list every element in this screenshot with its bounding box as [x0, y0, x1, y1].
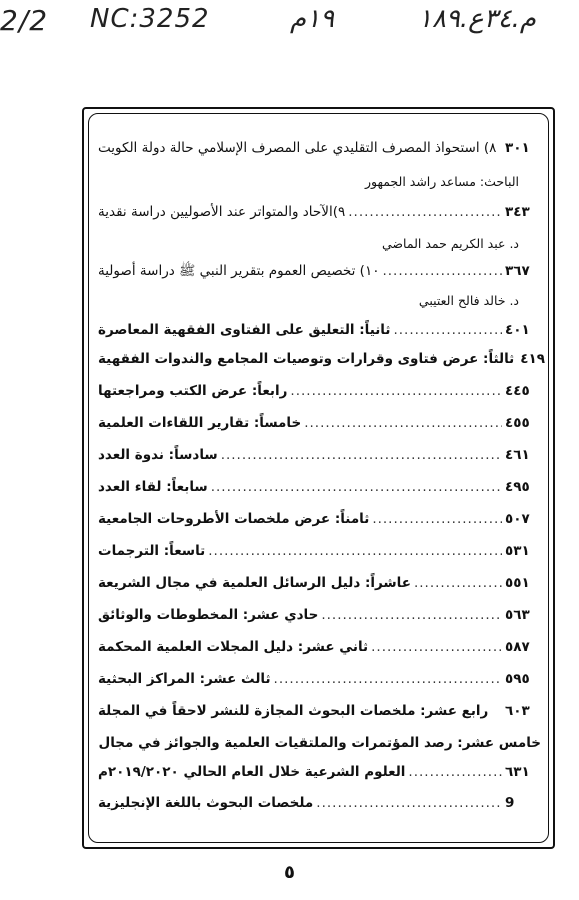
toc-entry [98, 204, 541, 220]
toc-entry-title: رابعاً: عرض الكتب ومراجعتها [98, 383, 288, 399]
toc-leader-dots [348, 204, 502, 220]
toc-entry [98, 511, 541, 527]
toc-entry [98, 639, 541, 655]
toc-entry-title: سادساً: ندوة العدد [98, 447, 218, 463]
handwritten-nc-note: NC:3252 [90, 4, 210, 34]
toc-entry-title: ملخصات البحوث باللغة الإنجليزية [98, 795, 314, 811]
toc-entry [98, 383, 541, 399]
toc-entry-title: ثانياً: التعليق على الفتاوى الفقهية المعاصرة [98, 322, 391, 338]
toc-entry-page: ٦٠٣ [505, 703, 530, 719]
toc-leader-dots [371, 639, 502, 655]
toc-entry-page: ٥٠٧ [505, 511, 530, 527]
toc-entry [98, 262, 541, 282]
toc-leader-dots [208, 543, 502, 559]
toc-entry [98, 415, 541, 431]
toc-entry-page: ٣٤٣ [505, 204, 530, 220]
toc-leader-dots [372, 511, 502, 527]
toc-leader-dots [321, 607, 502, 623]
toc-entry-page: ٣٦٧ [505, 263, 530, 279]
toc-author: د. عبد الكريم حمد الماضي [382, 236, 519, 251]
toc-entry [98, 795, 541, 811]
toc-author: الباحث: مساعد راشد الجمهور [364, 174, 519, 189]
toc-entry-page: ٤٦١ [505, 447, 530, 463]
toc-entry-page: ٥٨٧ [505, 639, 530, 655]
toc-leader-dots [274, 671, 502, 687]
toc-entry-page: ٦٣١ [505, 764, 530, 780]
toc-entry [98, 322, 541, 338]
handwritten-year-note: ١٩م [290, 4, 335, 34]
toc-entry-page: 9 [505, 795, 515, 811]
toc-entry-page: ٥٣١ [505, 543, 530, 559]
toc-entry-page: ٤٥٥ [505, 415, 530, 431]
toc-leader-dots [414, 575, 502, 591]
toc-entry [98, 447, 541, 463]
toc-leader-dots [393, 322, 502, 338]
toc-leader-dots [408, 764, 502, 780]
toc-entry-title: ٩)الآحاد والمتواتر عند الأصوليين دراسة نقدية [98, 204, 346, 220]
toc-entry-title: ثالث عشر: المراكز البحثية [98, 671, 271, 687]
toc-entry-title: سابعاً: لقاء العدد [98, 479, 208, 495]
toc-author: د. خالد فالح العتيبي [418, 293, 519, 308]
toc-entry-page: ٤٤٥ [505, 383, 530, 399]
toc-entry-page: ٤٩٥ [505, 479, 530, 495]
handwritten-page-note: 2/2 [0, 4, 49, 37]
toc-entry-title: رابع عشر: ملخصات البحوث المجازة للنشر لاحقاً في المجلة [98, 703, 489, 719]
page-number: ٥ [284, 862, 295, 883]
toc-entry-title: ثاني عشر: دليل المجلات العلمية المحكمة [98, 639, 369, 655]
toc-leader-dots [382, 263, 502, 279]
toc-leader-dots [221, 447, 502, 463]
toc-entry-page: ٣٠١ [505, 140, 530, 156]
toc-leader-dots [304, 415, 502, 431]
toc-entry [98, 479, 541, 495]
toc-leader-dots [211, 479, 502, 495]
toc-leader-dots [290, 383, 502, 399]
toc-entry-title: ١٠) تخصيص العموم بتقرير النبي ﷺ دراسة أصولية [98, 263, 380, 279]
toc-entry [98, 703, 541, 719]
toc-entry-title: ثامناً: عرض ملخصات الأطروحات الجامعية [98, 511, 370, 527]
toc-section-15-line1: خامس عشر: رصد المؤتمرات والملتقيات العلمية والجوائز في مجال [98, 735, 541, 751]
toc-entry-page: ٥٦٣ [505, 607, 530, 623]
toc-entry-title: تاسعاً: الترجمات [98, 543, 206, 559]
toc-entry-title: خامساً: تقارير اللقاءات العلمية [98, 415, 302, 431]
toc-entry [98, 543, 541, 559]
toc-entry-page: ٤٠١ [505, 322, 530, 338]
toc-entry-title: العلوم الشرعية خلال العام الحالي ٢٠١٩/٢٠٢٠م [98, 764, 406, 780]
toc-entry-page: ٤١٩ [520, 351, 545, 367]
toc-entry-title: ٨) استحواذ المصرف التقليدي على المصرف الإسلامي حالة دولة الكويت [98, 140, 497, 156]
toc-entry [98, 575, 541, 591]
toc-leader-dots [316, 795, 502, 811]
toc-entry [98, 140, 541, 156]
toc-entry-title: حادي عشر: المخطوطات والوثائق [98, 607, 319, 623]
toc-entry-page: ٥٥١ [505, 575, 530, 591]
toc-entry-title: عاشراً: دليل الرسائل العلمية في مجال الشريعة [98, 575, 411, 591]
handwritten-ref-note: م.٣٤ع.١٨٩ [418, 4, 536, 34]
toc-entry [98, 764, 541, 780]
toc-entry-title: ثالثاً: عرض فتاوى وقرارات وتوصيات المجامع والندوات الفقهية [98, 351, 515, 367]
toc-entry-page: ٥٩٥ [505, 671, 530, 687]
toc-entry [98, 607, 541, 623]
toc-entry [98, 351, 545, 367]
toc-entry [98, 671, 541, 687]
page-frame-inner [88, 113, 549, 843]
